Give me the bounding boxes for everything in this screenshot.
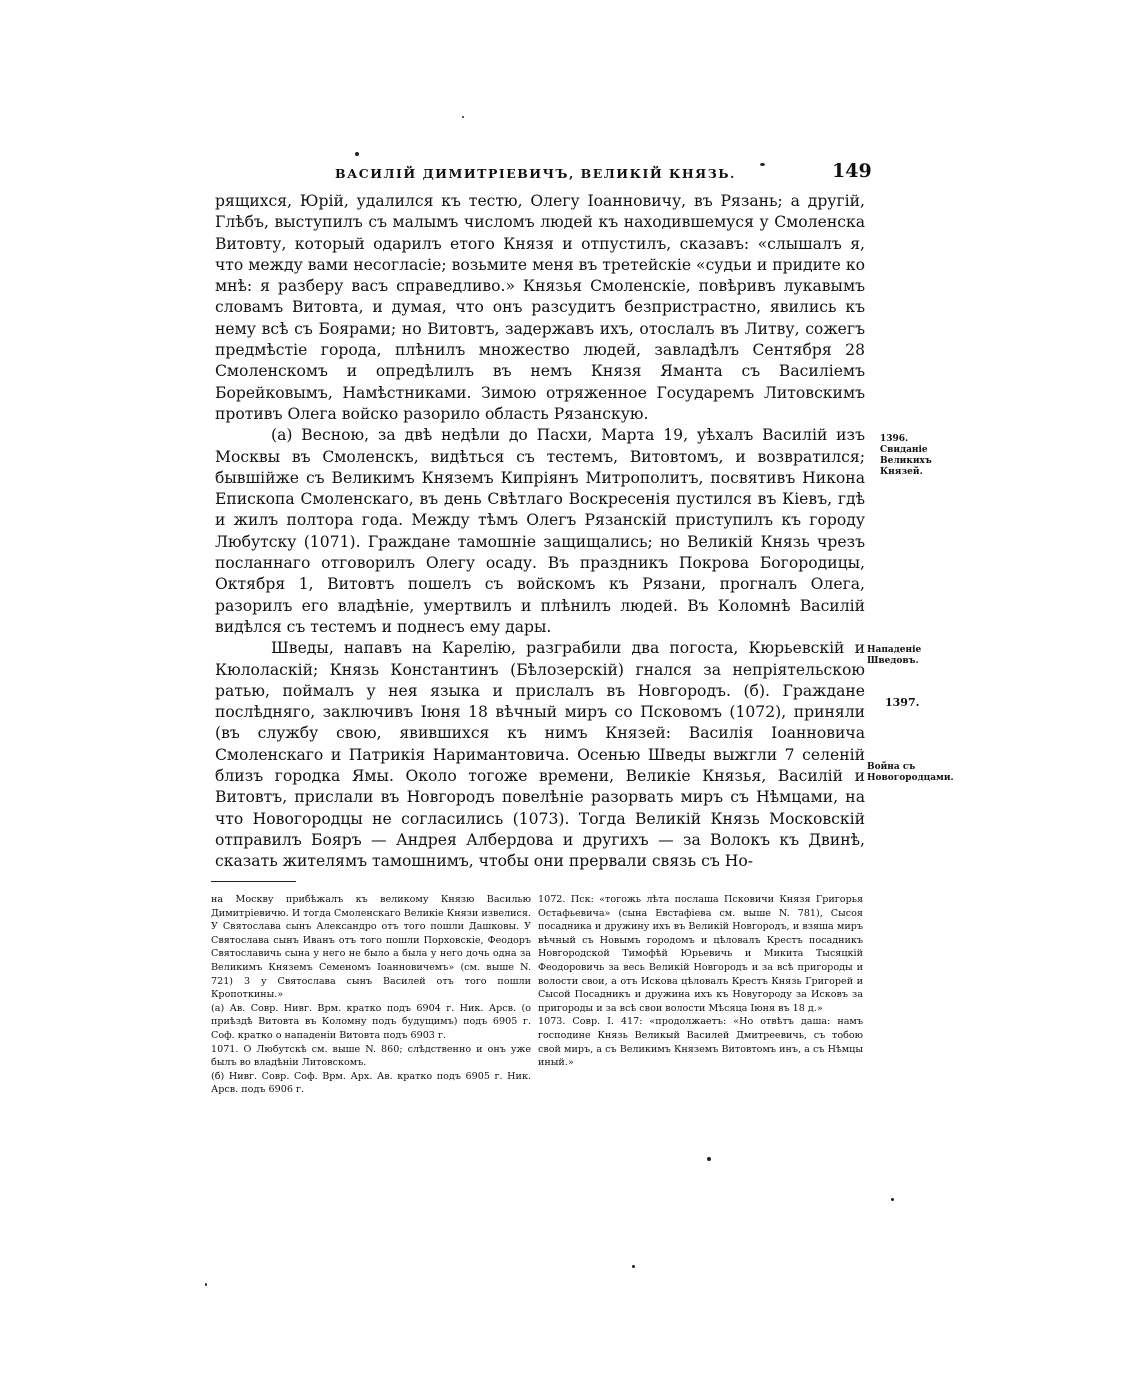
margin-note-text: Война съ Новогородцами.: [867, 762, 954, 783]
margin-note-year: 1397.: [885, 696, 920, 709]
margin-note-year: 1396.: [880, 434, 909, 444]
ink-speck: [205, 1283, 207, 1286]
margin-note: [867, 762, 954, 784]
footnotes-left: [211, 893, 531, 1097]
ink-speck: [355, 152, 359, 156]
footnotes-right: [538, 893, 863, 1070]
ink-speck: [632, 1265, 635, 1268]
ink-speck: [891, 1198, 894, 1201]
footnote: 1071. О Любутскѣ см. выше N. 860; слѣдственно и онъ уже былъ во владѣніи Литовскомъ.: [211, 1043, 531, 1069]
page-header: [335, 160, 872, 190]
paragraph: (а) Весною, за двѣ недѣли до Пасхи, Марта 19, уѣхалъ Василій изъ Москвы въ Смоленскъ, видѣться съ тестемъ, Витовтомъ, и возвратился; бывшійже съ Великимъ Княземъ Кипріянъ Митрополитъ, посвятивъ Никона Епископа Смоленскаго, въ день Свѣтлаго Воскресенія пустился въ Кіевъ, гдѣ и жилъ полтора года. Между тѣмъ Олегъ Рязанскій приступилъ къ городу Любутску (1071). Граждане тамошніе защищались; но Великій Князь чрезъ посланнаго отговорилъ Олегу осаду. Въ праздникъ Покрова Богородицы, Октября 1, Витовтъ пошелъ съ войскомъ къ Рязани, прогналъ Олега, разорилъ его владѣніе, умертвилъ и плѣнилъ людей. Въ Коломнѣ Василій видѣлся съ тестемъ и поднесъ ему дары.: [215, 426, 865, 636]
footnote: (б) Нивг. Совр. Соф. Врм. Арх. Ав. кратко подъ 6905 г. Ник. Арсв. подъ 6906 г.: [211, 1070, 531, 1096]
footnote: 1072. Пск: «тогожь лѣта послаша Псковичи Князя Григорья Остафьевича» (сына Евстафіева см. выше N. 781), Сысоя посадника и дружину ихъ въ Великій Новгородъ, и взяша миръ вѣчный съ Новымъ городомъ и цѣловалъ Крестъ посадникъ Новгородской Тимофѣй Юрьевичь и Микита Тысяцкій Феодоровичь за весь Великій Новгородъ и за всѣ пригороды и волости свои, а отъ Искова цѣловалъ Крестъ Князь Григорей и Сысой Посадникъ и дружина ихъ къ Новугороду за Исковъ за пригороды и за всѣ свои волости Мѣсяца Іюня въ 18 д.»: [538, 894, 863, 1014]
footnote: 1073. Совр. I. 417: «продолжаетъ: «Но отвѣтъ даша: намъ господине Князь Великый Василей Дмитреевичь, съ тобою свой миръ, а съ Великимъ Княземъ Витовтомъ инъ, а съ Нѣмцы иный.»: [538, 1016, 863, 1069]
footnote-rule: [211, 881, 296, 882]
running-title: ВАСИЛІЙ ДИМИТРІЕВИЧЪ, ВЕЛИКІЙ КНЯЗЬ.: [335, 166, 736, 181]
margin-note: [880, 434, 952, 478]
footnote: на Москву прибѣжалъ къ великому Князю Василью Димитріевичю. И тогда Смоленскаго Великіе Князи извелися. У Святослава сынъ Александро отъ того пошли Дашковы. У Святослава сынъ Иванъ отъ того пошли Порховскіе, Феодоръ Святославичь сына у него не было а была у него дочь одна за Великимъ Княземъ Семеномъ Іоанновичемъ» (см. выше N. 721) 3 у Святослава сынъ Василей отъ того пошли Кропоткины.»: [211, 894, 531, 1001]
ink-speck: [707, 1157, 711, 1161]
margin-note: [885, 697, 945, 708]
margin-note: [867, 645, 947, 667]
margin-note-text: Свиданіе Великихъ Князей.: [880, 445, 932, 477]
paragraph: рящихся, Юрій, удалился къ тестю, Олегу Іоанновичу, въ Рязань; а другій, Глѣбъ, выступилъ съ малымъ числомъ людей къ находившемуся у Смоленска Витовту, который одарилъ етого Князя и отпустилъ, сказавъ: «слышалъ я, что между вами несогласіе; возьмите меня въ третейскіе «судьи и придите ко мнѣ: я разберу васъ справедливо.» Князья Смоленскіе, повѣривъ лукавымъ словамъ Витовта, и думая, что онъ разсудитъ безпристрастно, явились къ нему всѣ съ Боярами; но Витовтъ, задержавъ ихъ, отослалъ въ Литву, сожегъ предмѣстіе города, плѣнилъ множество людей, завладѣлъ Сентября 28 Смоленскомъ и опредѣлилъ въ немъ Князя Ямантa съ Василіемъ Борейковымъ, Намѣстниками. Зимою отряженное Государемъ Литовскимъ противъ Олега войско разорило область Рязанскую.: [215, 192, 865, 423]
margin-note-text: Нападеніе Шведовъ.: [867, 645, 922, 666]
page-number: 149: [832, 160, 872, 182]
paragraph: Шведы, напавъ на Карелію, разграбили два погоста, Кюрьевскій и Кюлоласкій; Князь Константинъ (Бѣлозерскій) гнался за непріятельскою ратью, поймалъ у нея языка и прислалъ въ Новгородъ. (б). Граждане послѣдняго, заключивъ Іюня 18 вѣчный миръ со Псковомъ (1072), приняли (въ службу свою, явившихся къ нимъ Князей: Василія Іоанновича Смоленскаго и Патрикія Наримантовича. Осенью Шведы выжгли 7 селеній близъ городка Ямы. Около тогоже времени, Великіе Князья, Василій и Витовтъ, прислали въ Новгородъ повелѣніе разорвать миръ съ Нѣмцами, на что Новогородцы не согласились (1073). Тогда Великій Князь Московскій отправилъ Бояръ — Андрея Албердова и другихъ — за Волокъ къ Двинѣ, сказать жителямъ тамошнимъ, чтобы они прервали связь съ Но-: [215, 639, 865, 871]
main-text: [215, 191, 865, 873]
footnote: (а) Ав. Совр. Нивг. Врм. кратко подъ 6904 г. Ник. Арсв. (о приѣздѣ Витовта въ Коломну подъ будущимъ) подъ 6905 г. Соф. кратко о нападеніи Витовта подъ 6903 г.: [211, 1002, 531, 1041]
ink-speck: [462, 116, 464, 118]
